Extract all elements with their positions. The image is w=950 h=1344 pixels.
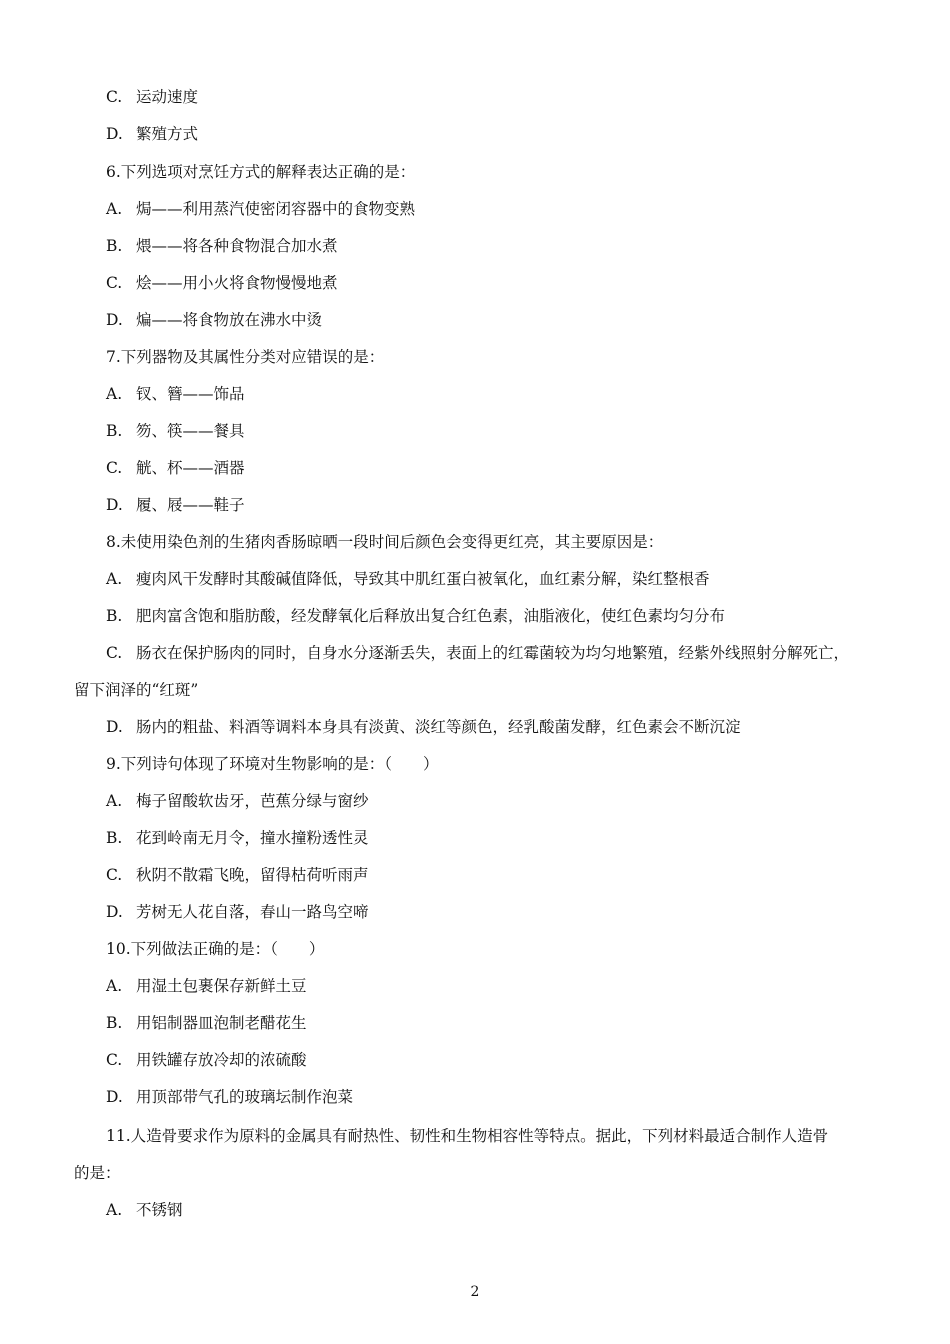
option-line	[106, 1013, 307, 1033]
option-letter: B.	[106, 607, 123, 625]
option-line	[106, 495, 245, 515]
option-text: 煸——将食物放在沸水中烫	[136, 311, 323, 329]
option-letter: D.	[106, 496, 123, 514]
option-line	[106, 902, 369, 922]
option-letter: B.	[106, 1014, 123, 1032]
option-line	[106, 976, 307, 996]
option-line	[106, 865, 369, 885]
option-letter: D.	[106, 125, 123, 143]
option-line	[106, 458, 245, 478]
option-letter: C.	[106, 866, 123, 884]
option-letter: B.	[106, 237, 123, 255]
option-line	[106, 1087, 353, 1107]
continuation-line: 的是：	[74, 1164, 121, 1182]
option-line	[106, 569, 710, 589]
option-text: 履、屐——鞋子	[136, 496, 245, 514]
option-letter: A.	[106, 200, 123, 218]
continuation-line: 留下润泽的“红斑”	[74, 681, 199, 699]
option-letter: D.	[106, 311, 123, 329]
option-letter: B.	[106, 422, 123, 440]
option-text: 觥、杯——酒器	[136, 459, 245, 477]
option-line	[106, 717, 741, 737]
option-letter: A.	[106, 385, 123, 403]
option-letter: A.	[106, 1201, 123, 1219]
option-text: 焗——利用蒸汽使密闭容器中的食物变熟	[136, 200, 416, 218]
option-text: 肥肉富含饱和脂肪酸，经发酵氧化后释放出复合红色素，油脂液化，使红色素均匀分布	[136, 607, 726, 625]
option-letter: C.	[106, 459, 123, 477]
option-line	[106, 384, 245, 404]
option-text: 芳树无人花自落，春山一路鸟空啼	[136, 903, 369, 921]
option-letter: A.	[106, 977, 123, 995]
option-letter: D.	[106, 903, 123, 921]
option-line	[106, 421, 245, 441]
question-stem: 6.下列选项对烹饪方式的解释表达正确的是：	[106, 163, 416, 181]
option-text: 用铝制器皿泡制老醋花生	[136, 1014, 307, 1032]
question-stem: 7.下列器物及其属性分类对应错误的是：	[106, 348, 385, 366]
option-text: 繁殖方式	[136, 125, 199, 143]
option-letter: D.	[106, 1088, 123, 1106]
option-line	[106, 828, 369, 848]
option-text: 花到岭南无月令，撞水撞粉透性灵	[136, 829, 369, 847]
option-line	[106, 1050, 307, 1070]
option-line	[106, 87, 198, 107]
option-line	[106, 643, 849, 663]
option-text: 笏、筷——餐具	[136, 422, 245, 440]
option-line	[106, 273, 338, 293]
option-text: 不锈钢	[136, 1201, 183, 1219]
question-stem: 9.下列诗句体现了环境对生物影响的是：（ ）	[106, 755, 439, 773]
option-text: 用顶部带气孔的玻璃坛制作泡菜	[136, 1088, 354, 1106]
option-text: 钗、簪——饰品	[136, 385, 245, 403]
option-line	[106, 236, 338, 256]
option-letter: A.	[106, 792, 123, 810]
option-text: 秋阴不散霜飞晚，留得枯荷听雨声	[136, 866, 369, 884]
question-stem: 8.未使用染色剂的生猪肉香肠晾晒一段时间后颜色会变得更红亮，其主要原因是：	[106, 533, 664, 551]
option-text: 梅子留酸软齿牙，芭蕉分绿与窗纱	[136, 792, 369, 810]
option-text: 肠衣在保护肠肉的同时，自身水分逐渐丢失，表面上的红霉菌较为均匀地繁殖，经紫外线照射分解死亡，	[136, 644, 850, 662]
question-stem: 11.人造骨要求作为原料的金属具有耐热性、韧性和生物相容性等特点。据此，下列材料最适合制作人造骨	[106, 1127, 829, 1145]
option-text: 瘦肉风干发酵时其酸碱值降低，导致其中肌红蛋白被氧化，血红素分解，染红整根香	[136, 570, 710, 588]
option-letter: C.	[106, 274, 123, 292]
option-text: 煨——将各种食物混合加水煮	[136, 237, 338, 255]
question-stem: 10.下列做法正确的是：（ ）	[106, 940, 325, 958]
option-text: 用铁罐存放冷却的浓硫酸	[136, 1051, 307, 1069]
option-line	[106, 124, 198, 144]
option-letter: C.	[106, 644, 123, 662]
option-line	[106, 310, 322, 330]
option-letter: D.	[106, 718, 123, 736]
option-text: 肠内的粗盐、料酒等调料本身具有淡黄、淡红等颜色，经乳酸菌发酵，红色素会不断沉淀	[136, 718, 741, 736]
option-text: 用湿土包裹保存新鲜土豆	[136, 977, 307, 995]
option-line	[106, 606, 725, 626]
option-letter: A.	[106, 570, 123, 588]
option-line	[106, 1200, 183, 1220]
page-number: 2	[470, 1284, 480, 1300]
option-line	[106, 791, 369, 811]
option-line	[106, 199, 415, 219]
option-text: 烩——用小火将食物慢慢地煮	[136, 274, 338, 292]
option-letter: C.	[106, 88, 123, 106]
option-text: 运动速度	[136, 88, 199, 106]
option-letter: C.	[106, 1051, 123, 1069]
option-letter: B.	[106, 829, 123, 847]
